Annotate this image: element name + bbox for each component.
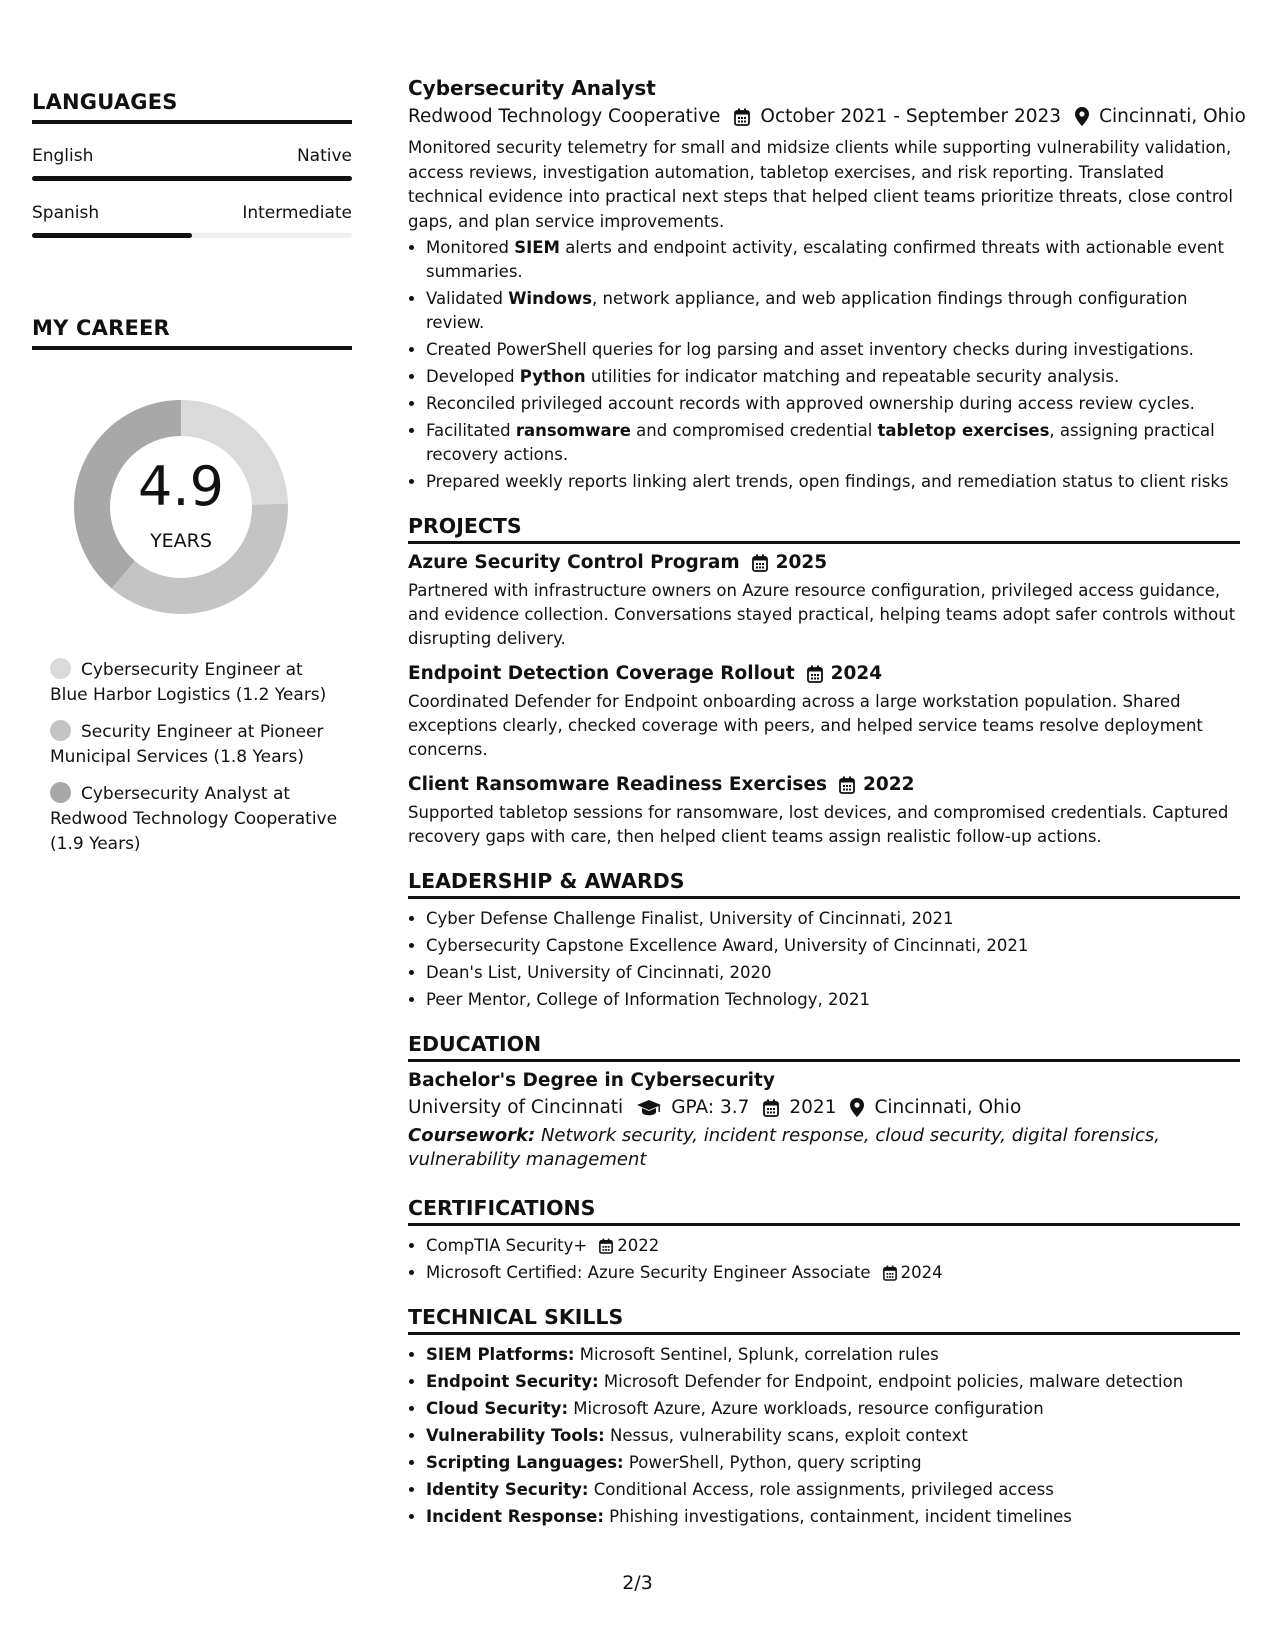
list-item (426, 365, 1240, 389)
skill-value: Conditional Access, role assignments, privileged access (588, 1480, 1054, 1499)
skills-heading: TECHNICAL SKILLS (408, 1305, 1240, 1335)
skill-label: Vulnerability Tools: (426, 1426, 605, 1445)
company-name: Redwood Technology Cooperative (408, 106, 721, 127)
skill-label: Scripting Languages: (426, 1453, 624, 1472)
bullet-keyword: tabletop exercises (877, 421, 1050, 440)
education-entry (408, 1070, 1240, 1172)
career-legend-text: Cybersecurity Engineer at Blue Harbor Logistics (1.2 Years) (50, 660, 327, 705)
list-item (426, 1505, 1240, 1529)
skill-value: Nessus, vulnerability scans, exploit context (604, 1426, 968, 1445)
list-item: • Created PowerShell queries for log parsing and asset inventory checks during investigations. (426, 338, 1240, 362)
calendar-icon (752, 554, 768, 572)
language-name: English (32, 146, 94, 166)
career-total-unit: YEARS (150, 530, 212, 552)
projects-heading: PROJECTS (408, 514, 1240, 544)
education-meta (408, 1097, 1240, 1118)
location-pin-icon (850, 1098, 864, 1117)
calendar-icon (734, 108, 750, 126)
legend-dot-icon (50, 658, 71, 679)
bullet-keyword: SIEM (514, 238, 560, 257)
career-legend-item (50, 720, 340, 770)
job-summary: Monitored security telemetry for small and midsize clients while supporting vulnerability validation, access reviews, investigation automation, tabletop exercises, and risk reporting. Translated technical evidence into practical next steps that helped client teams prioritize threats, close control gaps, and plan service improvements. (408, 138, 1233, 231)
project-entry (408, 663, 1240, 762)
career-heading: MY CAREER (32, 316, 352, 350)
education-heading: EDUCATION (408, 1032, 1240, 1062)
job-title: Cybersecurity Analyst (408, 76, 656, 100)
calendar-icon (839, 776, 855, 794)
list-item: • Prepared weekly reports linking alert trends, open findings, and remediation status to client risks (426, 470, 1240, 494)
project-title: Client Ransomware Readiness Exercises (408, 774, 828, 795)
certification-name: • Microsoft Certified: Azure Security Engineer Associate (426, 1263, 871, 1282)
list-item: • Peer Mentor, College of Information Technology, 2021 (426, 988, 1240, 1012)
graduation-year: 2021 (789, 1097, 837, 1118)
language-level: Native (296, 146, 352, 166)
legend-dot-icon (50, 782, 71, 803)
calendar-icon (763, 1099, 779, 1117)
list-item (426, 1478, 1240, 1502)
languages-heading: LANGUAGES (32, 90, 352, 124)
career-donut-chart (66, 392, 296, 622)
coursework-text: Network security, incident response, cloud security, digital forensics, vulnerability management (408, 1125, 1160, 1170)
list-item (426, 287, 1240, 335)
list-item (426, 1343, 1240, 1367)
calendar-icon (883, 1265, 897, 1281)
bullet-text: Monitored (426, 238, 515, 257)
list-item: • Reconciled privileged account records with approved ownership during access review cycles. (426, 392, 1240, 416)
sidebar (32, 90, 352, 869)
job-meta (408, 106, 1246, 127)
bullet-text: Validated (426, 289, 509, 308)
language-entry (32, 146, 352, 181)
calendar-icon (599, 1238, 613, 1254)
skill-label: Incident Response: (426, 1507, 604, 1526)
language-proficiency-bar (32, 176, 352, 181)
skill-label: Identity Security: (426, 1480, 589, 1499)
job-dates: October 2021 - September 2023 (760, 106, 1062, 127)
career-legend (50, 658, 352, 857)
awards-list (408, 907, 1240, 1012)
project-title: Azure Security Control Program (408, 552, 740, 573)
job-bullets (408, 236, 1240, 494)
list-item (426, 1424, 1240, 1448)
certification-name: • CompTIA Security+ (426, 1236, 588, 1255)
list-item (426, 1451, 1240, 1475)
legend-dot-icon (50, 720, 71, 741)
bullet-text: , assigning practical recovery actions. (426, 421, 1215, 464)
project-year: 2024 (830, 663, 883, 684)
bullet-text: utilities for indicator matching and repeatable security analysis. (585, 367, 1120, 386)
bullet-text: and compromised credential (630, 421, 878, 440)
list-item (426, 1370, 1240, 1394)
project-entry (408, 774, 1240, 849)
certifications-heading: CERTIFICATIONS (408, 1196, 1240, 1226)
calendar-icon (807, 665, 823, 683)
list-item: • Cybersecurity Capstone Excellence Award, University of Cincinnati, 2021 (426, 934, 1240, 958)
language-entry (32, 203, 352, 238)
awards-heading: LEADERSHIP & AWARDS (408, 869, 1240, 899)
certification-year: 2022 (617, 1236, 660, 1255)
coursework (408, 1124, 1240, 1172)
bullet-text: Facilitated (426, 421, 516, 440)
certification-year: 2024 (900, 1263, 943, 1282)
experience-entry (408, 76, 1246, 494)
bullet-text: , network appliance, and web application findings through configuration review. (426, 289, 1188, 332)
project-year: 2025 (775, 552, 828, 573)
coursework-label: Coursework: (408, 1125, 536, 1146)
list-item (426, 1261, 1240, 1285)
list-item (426, 236, 1240, 284)
language-level: Intermediate (242, 203, 352, 223)
list-item: • Dean's List, University of Cincinnati, 2020 (426, 961, 1240, 985)
project-year: 2022 (863, 774, 915, 795)
graduation-cap-icon (637, 1100, 661, 1116)
certifications-list (408, 1234, 1240, 1285)
education-location: Cincinnati, Ohio (874, 1097, 1022, 1118)
job-location: Cincinnati, Ohio (1099, 106, 1246, 127)
gpa: GPA: 3.7 (671, 1097, 750, 1118)
degree-title: Bachelor's Degree in Cybersecurity (408, 1070, 775, 1091)
skill-value: PowerShell, Python, query scripting (623, 1453, 922, 1472)
school-name: University of Cincinnati (408, 1097, 624, 1118)
project-description: Coordinated Defender for Endpoint onboarding across a large workstation population. Shared exceptions clearly, checked coverage with peers, and helped service teams resolve deployment concerns. (408, 692, 1203, 759)
main-content (408, 76, 1246, 1532)
bullet-keyword: Windows (508, 289, 593, 308)
project-entry (408, 552, 1240, 651)
skill-value: Phishing investigations, containment, incident timelines (603, 1507, 1072, 1526)
bullet-keyword: Python (519, 367, 586, 386)
list-item (426, 1397, 1240, 1421)
skill-value: Microsoft Sentinel, Splunk, correlation rules (574, 1345, 939, 1364)
career-legend-text: Security Engineer at Pioneer Municipal Services (1.8 Years) (50, 722, 324, 767)
bullet-keyword: ransomware (515, 421, 631, 440)
list-item (426, 1234, 1240, 1258)
bullet-text: Developed (426, 367, 520, 386)
list-item (426, 419, 1240, 467)
project-title: Endpoint Detection Coverage Rollout (408, 663, 795, 684)
career-legend-item (50, 658, 340, 708)
skill-label: Cloud Security: (426, 1399, 569, 1418)
language-proficiency-bar (32, 233, 352, 238)
list-item: • Cyber Defense Challenge Finalist, University of Cincinnati, 2021 (426, 907, 1240, 931)
project-description: Partnered with infrastructure owners on Azure resource configuration, privileged access guidance, and evidence collection. Conversations stayed practical, helping teams adopt safer controls without disrupting delivery. (408, 581, 1236, 648)
language-proficiency-fill (32, 233, 192, 238)
career-total-years: 4.9 (138, 455, 224, 518)
career-legend-item (50, 782, 340, 857)
skill-value: Microsoft Azure, Azure workloads, resource configuration (568, 1399, 1044, 1418)
skill-label: Endpoint Security: (426, 1372, 599, 1391)
language-name: Spanish (32, 203, 100, 223)
location-pin-icon (1075, 107, 1089, 126)
project-description: Supported tabletop sessions for ransomware, lost devices, and compromised credentials. Captured recovery gaps with care, then helped client teams assign realistic follow-up actions. (408, 803, 1229, 846)
page-number: 2/3 (622, 1572, 653, 1594)
language-proficiency-fill (32, 176, 352, 181)
skills-list (408, 1343, 1240, 1529)
skill-value: Microsoft Defender for Endpoint, endpoint policies, malware detection (598, 1372, 1184, 1391)
skill-label: SIEM Platforms: (426, 1345, 575, 1364)
career-legend-text: Cybersecurity Analyst at Redwood Technology Cooperative (1.9 Years) (50, 784, 338, 854)
bullet-text: alerts and endpoint activity, escalating confirmed threats with actionable event summaries. (426, 238, 1224, 281)
